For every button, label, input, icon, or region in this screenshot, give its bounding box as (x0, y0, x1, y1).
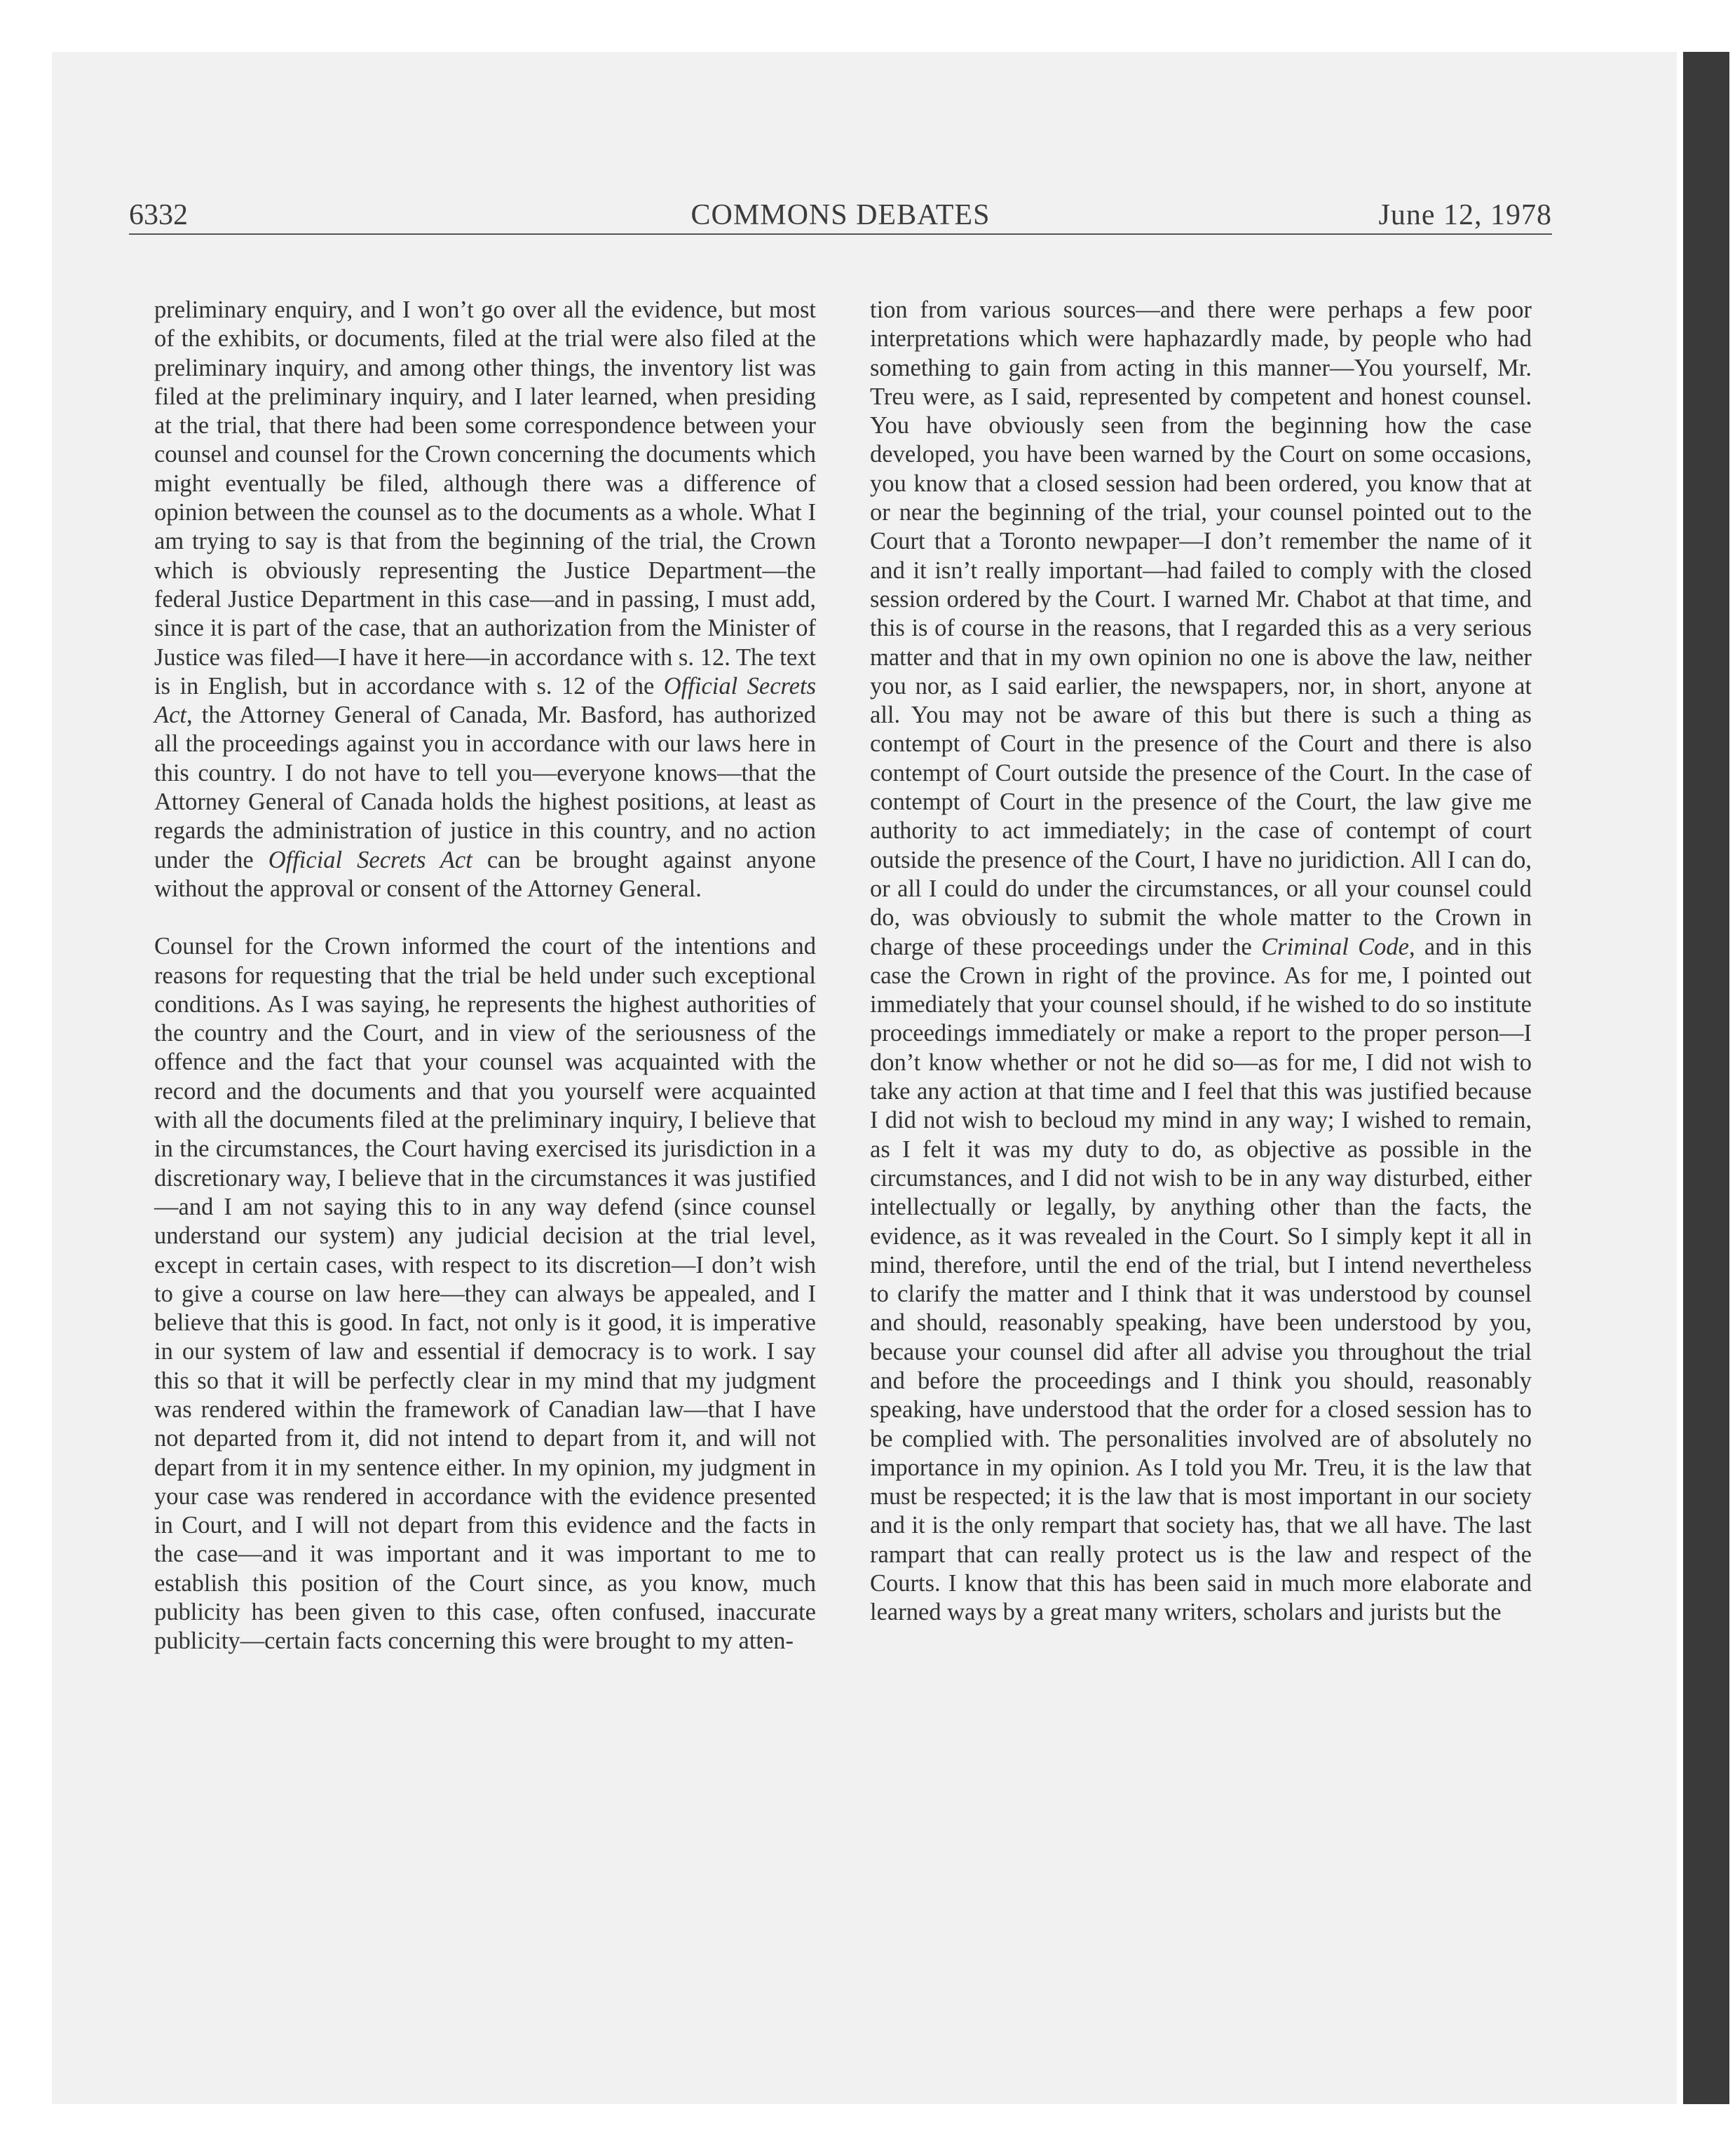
act-title: Official Secrets Act (268, 846, 472, 873)
paragraph-text: , the Attorney General of Canada, Mr. Basford, has authorized all the proceedings against you in accordance with our laws here in this country. I do not have to tell you—everyone knows—that the Attorney General of Canada holds the highest positions, at least as regards the administration of justice in this country, and no action under the (154, 702, 816, 873)
left-column (154, 296, 816, 1656)
page-header (129, 194, 1552, 236)
paragraph-gap (154, 903, 816, 932)
header-rule (129, 233, 1552, 235)
publication-date: June 12, 1978 (1378, 199, 1552, 231)
act-title: Official Secrets Act (154, 672, 817, 729)
right-column (870, 296, 1532, 1628)
paragraph: Counsel for the Crown informed the court of the intentions and reasons for requesting that the trial be held under such exceptional conditions. As I was saying, he represents the highest authorities of the country and the Court, and in view of the seriousness of the offence and the fact that your counsel was acquainted with the record and the documents and that you yourself were acquainted with all the documents filed at the preliminary inquiry, I believe that in the circumstances, the Court having exercised its jurisdiction in a discretionary way, I believe that in the circumstances it was justified—and I am not saying this to in any way defend (since counsel understand our system) any judicial decision at the trial level, except in certain cases, with respect to its discretion—I don’t wish to give a course on law here—they can always be appealed, and I believe that this is good. In fact, not only is it good, it is imperative in our system of law and essential if democracy is to work. I say this so that it will be perfectly clear in my mind that my judgment was rendered within the framework of Canadian law—that I have not departed from it, did not intend to depart from it, and will not depart from it in my sentence either. In my opinion, my judgment in your case was rendered in accordance with the evidence presented in Court, and I will not depart from this evidence and the facts in the case—and it was important and it was important to me to establish this position of the Court since, as you know, much publicity has been given to this case, often confused, inaccurate publicity—certain facts concerning this were brought to my atten- (154, 933, 816, 1655)
paragraph-text: , and in this case the Crown in right of the province. As for me, I pointed out immediately that your counsel should, if he wished to do so institute proceedings immediately or make a report to the proper person—I don’t know whether or not he did so—as for me, I did not wish to take any action at that time and I feel that this was justified because I did not wish to becloud my mind in any way; I wished to remain, as I felt it was my duty to do, as objective as possible in the circumstances, and I did not wish to be in any way disturbed, either intellectually or legally, by anything other than the facts, the evidence, as it was revealed in the Court. So I simply kept it all in mind, therefore, until the end of the trial, but I intend nevertheless to clarify the matter and I think that it was understood by counsel and should, reasonably speaking, have been understood by you, because your counsel did after all advise you throughout the trial and before the proceedings and I think you should, reasonably speaking, have understood that the order for a closed session has to be complied with. The personalities involved are of absolutely no importance in my opinion. As I told you Mr. Treu, it is the law that must be respected; it is the law that is most important in our society and it is the only rempart that society has, that we all have. The last rampart that can really protect us is the law and respect of the Courts. I know that this has been said in much more elaborate and learned ways by a great many writers, scholars and jurists but the (870, 933, 1532, 1626)
paragraph-text: tion from various sources—and there were perhaps a few poor interpretations which were haphazardly made, by people who had something to gain from acting in this manner—You yourself, Mr. Treu were, as I said, represented by competent and honest counsel. You have obviously seen from the beginning how the case developed, you have been warned by the Court on some occasions, you know that a closed session had been ordered, you know that at or near the beginning of the trial, your counsel pointed out to the Court that a Toronto newpaper—I don’t remember the name of it and it isn’t really important—had failed to comply with the closed session ordered by the Court. I warned Mr. Chabot at that time, and this is of course in the reasons, that I regarded this as a very serious matter and that in my own opinion no one is above the law, neither you nor, as I said earlier, the newspapers, nor, in short, anyone at all. You may not be aware of this but there is such a thing as contempt of Court in the presence of the Court and there is also contempt of Court outside the presence of the Court. In the case of contempt of Court in the presence of the Court, the law give me authority to act immediately; in the case of contempt of court outside the presence of the Court, I have no juridiction. All I can do, or all I could do under the circumstances, or all your counsel could do, was obviously to submit the whole matter to the Crown in charge of these proceedings under the (870, 296, 1532, 960)
paragraph-text: can be brought against anyone without the approval or consent of the Attorney General. (154, 846, 816, 902)
paragraph (154, 296, 816, 903)
code-title: Criminal Code (1261, 933, 1409, 960)
paragraph (870, 296, 1532, 1628)
publication-title: COMMONS DEBATES (690, 199, 991, 231)
scan-edge-shadow (1683, 52, 1729, 2104)
page-number: 6332 (129, 199, 188, 231)
paragraph-text: preliminary enquiry, and I won’t go over all the evidence, but most of the exhibits, or documents, filed at the trial were also filed at the preliminary inquiry, and among other things, the inventory list was filed at the preliminary inquiry, and I later learned, when presiding at the trial, that there had been some correspondence between your counsel and counsel for the Crown concerning the documents which might eventually be filed, although there was a difference of opinion between the counsel as to the documents as a whole. What I am trying to say is that from the beginning of the trial, the Crown which is obviously representing the Justice Department—the federal Justice Department in this case—and in passing, I must add, since it is part of the case, that an authorization from the Minister of Justice was filed—I have it here—in accordance with s. 12. The text is in English, but in accordance with s. 12 of the (154, 296, 816, 700)
